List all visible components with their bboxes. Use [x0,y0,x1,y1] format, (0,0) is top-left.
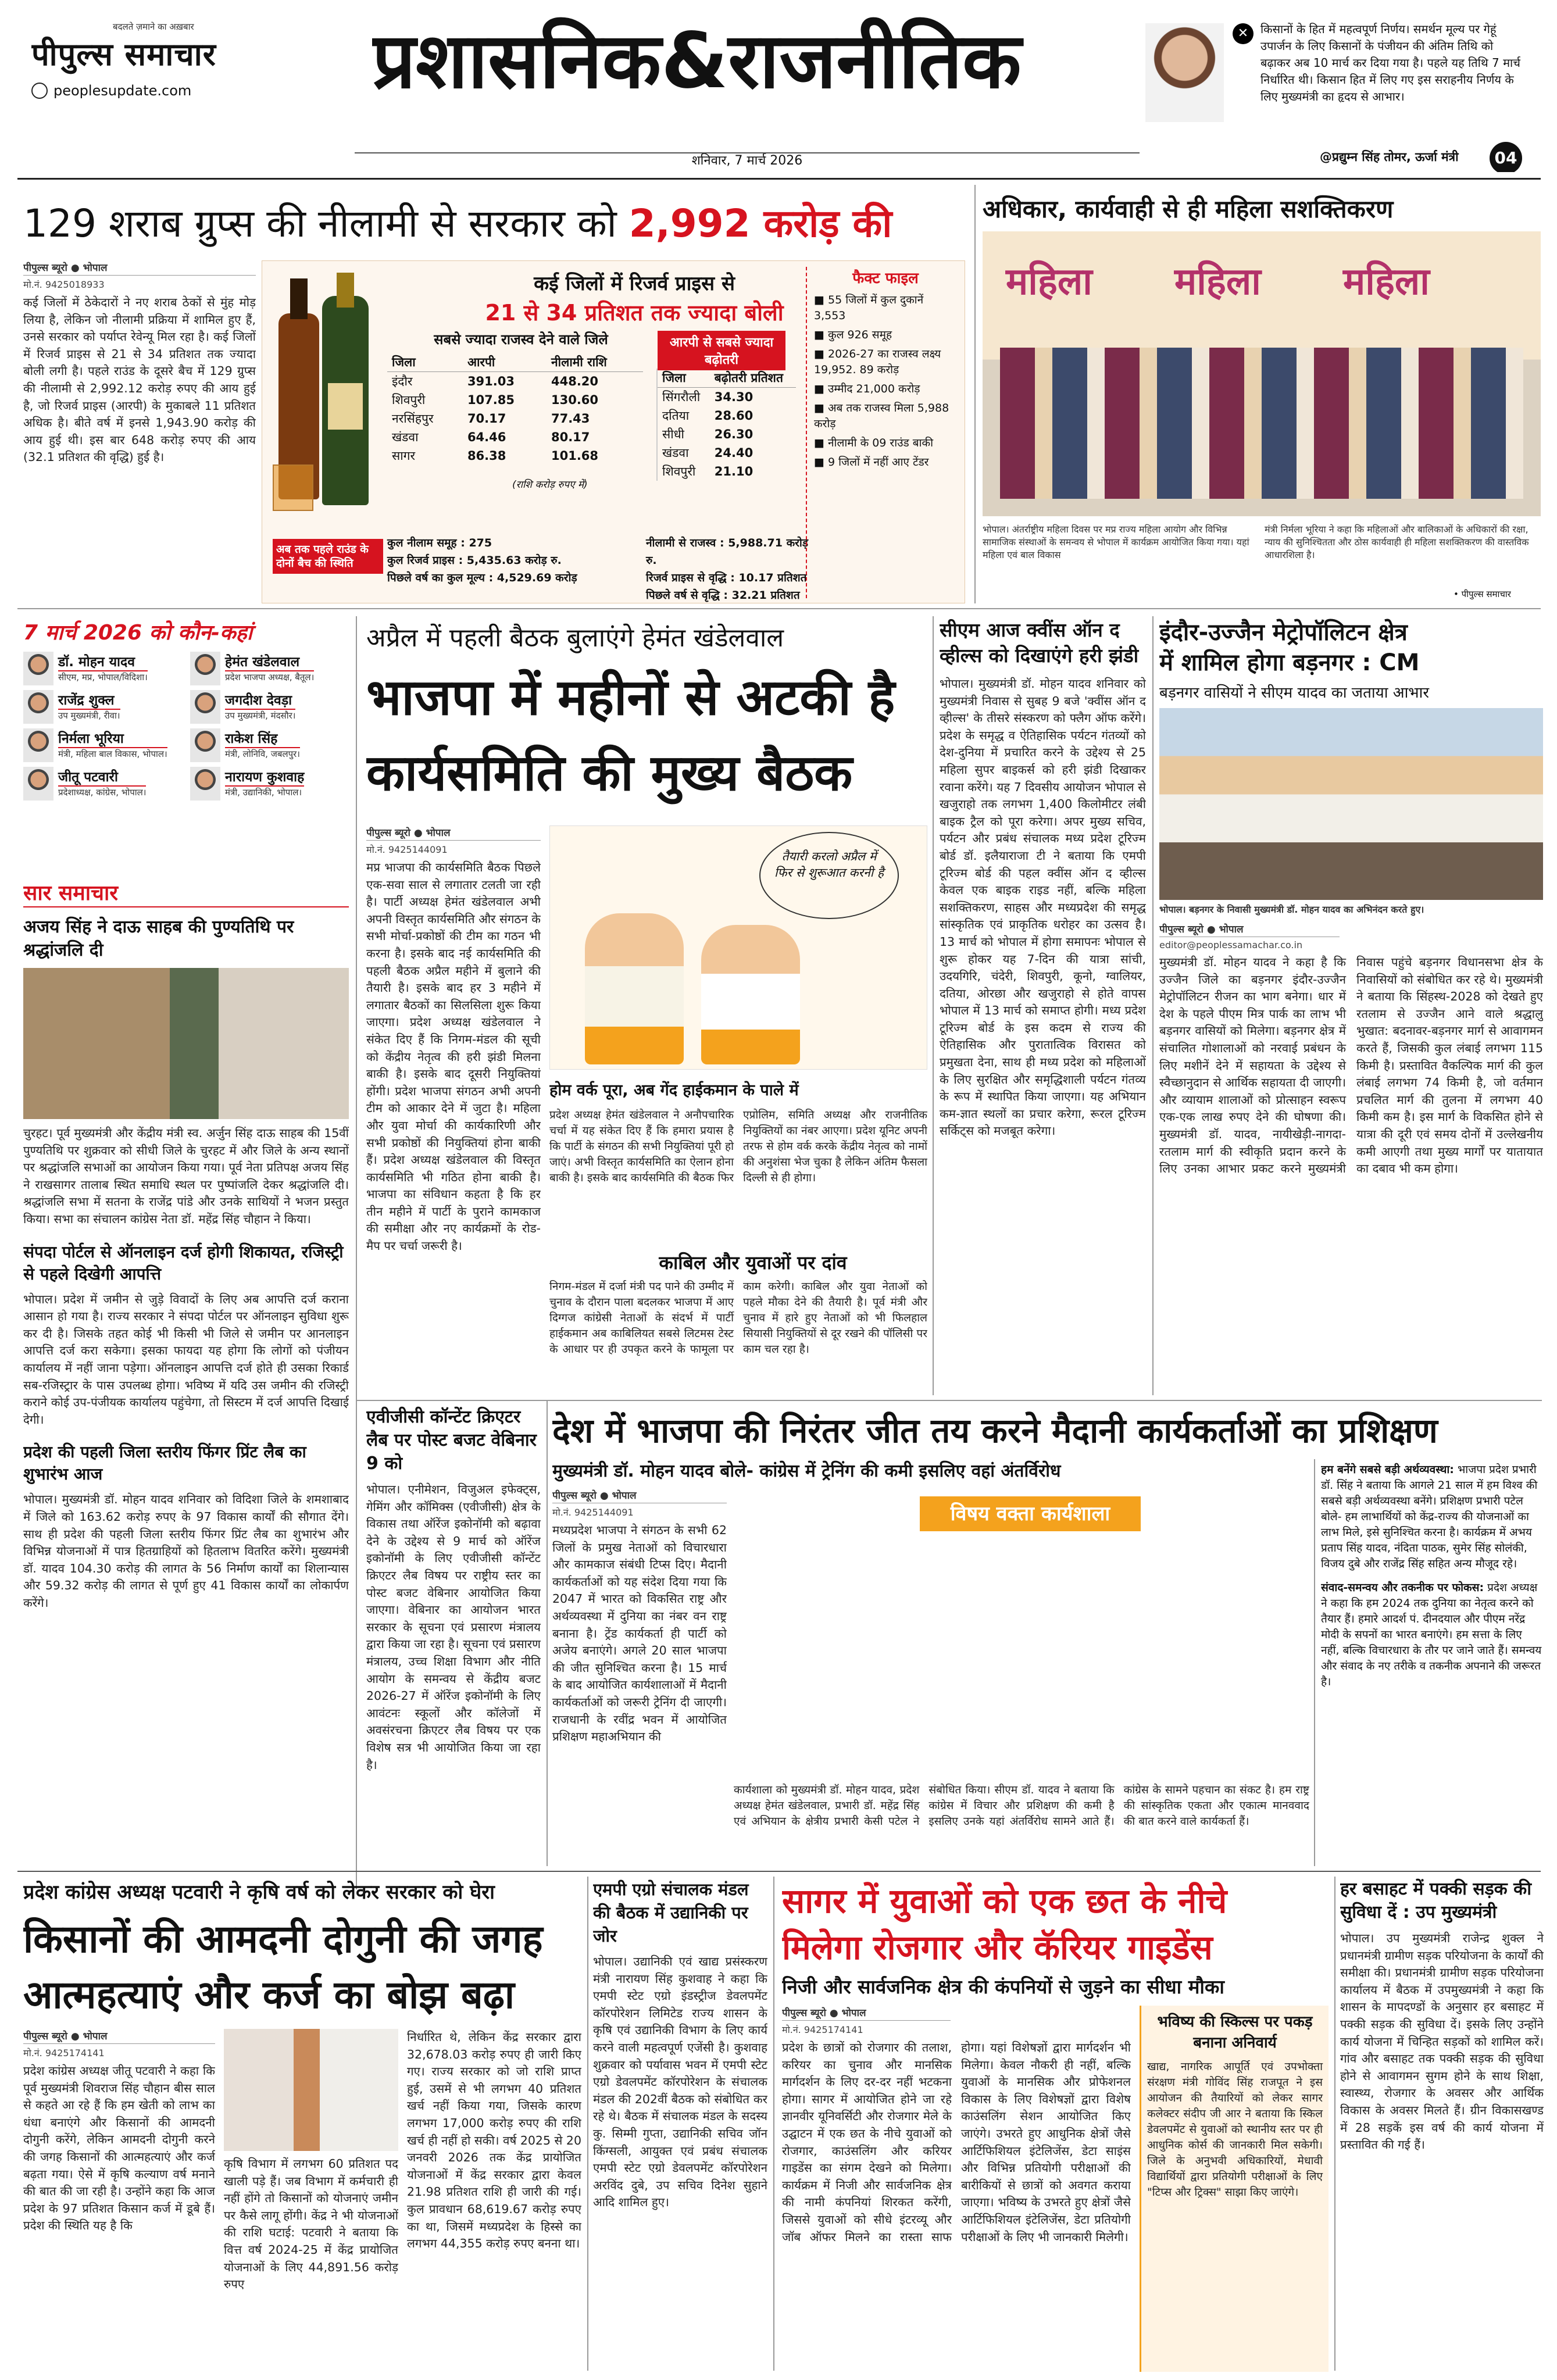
tweet-author: @प्रद्युम्न सिंह तोमर, ऊर्जा मंत्री [1320,150,1459,164]
table-row [387,446,643,465]
liquor-headline: 129 शराब ग्रुप्स की नीलामी से सरकार को 2,992 करोड़ की [23,201,892,246]
person-photo [190,690,220,724]
fact-item: ■ उम्मीद 21,000 करोड़ [814,383,920,395]
congress-kicker: प्रदेश कांग्रेस अध्यक्ष पटवारी ने कृषि वर्ष को लेकर सरकार को घेरा [23,1881,495,1904]
congress-body: प्रदेश कांग्रेस अध्यक्ष जीतू पटवारी ने कहा कि पूर्व मुख्यमंत्री शिवराज सिंह चौहान बीस साल से कहते आ रहे हैं कि हम खेती को लाभ का धंधा बनाएंगे और किसानों की आमदनी दोगुनी करेंगे, लेकिन आमदनी दोगुनी करने की जगह किसानों की आत्महत्याएं और कर्ज बढ़ता गया। ऐसे में कृषि कल्याण वर्ष मनाने की बात की जा रही है। उन्होंने कहा कि आज प्रदेश के 97 प्रतिशत किसान कर्ज में डूबे हैं। प्रदेश की स्थिति यह है कि [23,2064,215,2233]
table-cell: सीधी [662,427,684,441]
road-body: भोपाल। उप मुख्यमंत्री राजेन्द्र शुक्ल ने प्रधानमंत्री ग्रामीण सड़क परियोजना के कार्यों की समीक्षा की। प्रधानमंत्री ग्रामीण सड़क परियोजना कार्यालय में बैठक में उपमुख्यमंत्री ने कहा कि शासन के मापदण्डों के अनुसार हर बसाहट में पक्की सड़क की सुविधा दें। इसके लिए उन्होंने कार्य योजना में चिन्हित सड़कों को शामिल करें। गांव और बसाहट तक पक्की सड़क की सुविधा होने से आवागमन सुगम होने के साथ शिक्षा, स्वास्थ्य, रोजगार के अवसर और आर्थिक विकास के अवसर मिलते हैं। ग्रीन विकासखण्ड में 28 सड़कें इस वर्ष की कार्य योजना में प्रस्तावित की गई हैं। [1340,1931,1544,2152]
schedule-box [23,617,349,862]
table-row [387,391,643,409]
summary-left [387,534,637,587]
event-banner: महिला [1006,260,1092,303]
bjp-headline-2: कार्यसमिति की मुख्य बैठक [366,744,853,802]
women-headline: अधिकार, कार्यवाही से ही महिला सशक्तिकरण [983,195,1394,223]
bjp-body: मप्र भाजपा की कार्यसमिति बैठक पिछले एक-सवा साल से लगातार टलती जा रही है। पार्टी अध्यक्ष हेमंत खंडेलवाल अभी अपनी विस्तृत कार्यसमिति और संगठन के सभी मोर्चा-प्रकोष्ठों की टीम का गठन भी करना है। इसके बाद नई कार्यसमिति की पहली बैठक अप्रैल महीने में बुलाने की तैयारी है। इसके बाद हर 3 महीने में लगातार बैठकों का सिलसिला शुरू किया जाएगा। प्रदेश अध्यक्ष खंडेलवाल ने संकेत दिए हैं कि निगम-मंडल की सूची को केंद्रीय नेतृत्व की हरी झंडी मिलना बाकी है। इसके बाद दूसरी नियुक्तियां होंगी। प्रदेश भाजपा संगठन अभी अपनी टीम को आकार देने में जुटा है। महिला और युवा मोर्चा की कार्यकारिणी और सभी प्रकोष्ठों की नियुक्तियां होना बाकी हैं। प्रदेश अध्यक्ष खंडेलवाल की विस्तृत कार्यसमिति भी गठित होना बाकी है। भाजपा का संविधान कहता है कि हर तीन महीने में पार्टी के पुराने कामकाज की समीक्षा और नए कार्यक्रमों के रोड-मैप पर चर्चा जरूरी है। [366,860,541,1253]
table-header-cell: आरपी [463,353,547,372]
cartoon-bubble: तैयारी करलो अप्रैल में फिर से शुरूआत करनी है [759,832,899,919]
brief-1-photo [23,968,349,1119]
brief-3-headline: प्रदेश की पहली जिला स्तरीय फिंगर प्रिंट लैब का शुभारंभ आज [23,1442,306,1484]
person-photo [23,652,53,685]
table-row [387,372,643,391]
road-headline: हर बसाहट में पक्की सड़क की सुविधा दें : उप मुख्यमंत्री [1340,1879,1531,1922]
schedule-item [190,652,349,685]
table-row [657,444,796,462]
fact-file [806,267,957,598]
training-sub: मुख्यमंत्री डॉ. मोहन यादव बोले- कांग्रेस में ट्रेनिंग की कमी इसलिए वहां अंतर्विरोध [552,1461,1061,1481]
person-name: हेमंत खंडेलवाल [225,652,314,671]
growth-title: आरपी से सबसे ज्यादा बढ़ोतरी [658,331,785,370]
infographic-title: कई जिलों में रिजर्व प्राइस से [534,272,735,295]
fact-item: ■ 2026-27 का राजस्व लक्ष्य 19,952. 89 करोड़ [814,348,941,376]
women-caption-left: भोपाल। अंतर्राष्ट्रीय महिला दिवस पर मप्र राज्य महिला आयोग और विभिन्न सामाजिक संस्थाओं के समन्वय से भोपाल में कार्यक्रम आयोजित किया गया। यहां महिला एवं बाल विकास [983,524,1249,560]
bjp-kicker: अप्रैल में पहली बैठक बुलाएंगे हेमंत खंडेलवाल [366,623,784,653]
fact-item: ■ नीलामी के 09 राउंड बाकी [814,437,934,449]
amount-note: (राशि करोड़ रुपए में) [512,479,588,491]
workshop-banner: विषय वक्ता कार्यशाला [920,1496,1141,1531]
bottles-illustration [273,273,389,517]
x-logo-icon: ✕ [1233,23,1254,44]
kabil-headline: काबिल और युवाओं पर दांव [659,1252,847,1274]
table-cell: 101.68 [551,449,599,463]
homework-body: प्रदेश अध्यक्ष हेमंत खंडेलवाल ने अनौपचारिक चर्चा में यह संकेत दिए हैं कि हमारा प्रयास है कि पार्टी के संगठन की सभी नियुक्तियां पूरी हो जाएं। अभी विस्तृत कार्यसमिति का ऐलान होना बाकी है। इसके बाद कार्यसमिति की बैठक फिर एप्रोलिम, समिति अध्यक्ष और राजनीतिक नियुक्तियों का नंबर आएगा। प्रदेश यूनिट अपनी तरफ से होम वर्क करके केंद्रीय नेतृत्व को नामों की अनुशंसा भेज चुका है लेकिन अंतिम फैसला दिल्ली से ही होगा। [549,1109,927,1184]
queens-article [940,617,1146,1396]
sagar-sub: निजी और सार्वजनिक क्षेत्र की कंपनियों से जुड़ने का सीधा मौका [782,1975,1224,1998]
indore-headline-1: इंदौर-उज्जैन मेट्रोपॉलिटन क्षेत्र [1159,619,1408,646]
person-detail: मंत्री, महिला बाल विकास, भोपाल। [58,749,167,759]
sagar-headline-2: मिलेगा रोजगार और कॅरियर गाइडेंस [782,1928,1213,1967]
summary-line: पिछले वर्ष का कुल मूल्य : 4,529.69 करोड़ [387,571,577,584]
person-name: नारायण कुशवाह [225,767,304,787]
indore-sub: बड़नगर वासियों ने सीएम यादव का जताया आभार [1159,684,1429,702]
table-row [657,406,796,425]
top-districts-table [387,353,643,465]
brief-news [23,878,349,1860]
brief-2-body: भोपाल। प्रदेश में जमीन से जुड़े विवादों के लिए अब आपत्ति दर्ज कराना आसान हो गया है। राज्य सरकार ने संपदा पोर्टल पर ऑनलाइन सुविधा शुरू कर दी है। जिसके तहत कोई भी किसी भी जिले से जमीन पर आनलाइन आपत्ति दर्ज करा सकेगा। इसका फायदा यह होगा कि लोगों को पंजीयन कार्यालय में नहीं जाना पड़ेगा। ऑनलाइन आपत्ति दर्ज होते ही उसका रिकार्ड सब-रजिस्ट्रार के पास उपलब्ध होगा। भविष्य में यदि उस जमीन की रजिस्ट्री कराने कोई उप-पंजीयक कार्यालय पहुंचेगा, तो सिस्टम में दर्ज आपत्ति दिखाई देगी। [23,1292,349,1427]
person-name: जगदीश देवड़ा [225,690,295,710]
batch-status-label: अब तक पहले राउंड के दोनों बैच की स्थिति [273,539,383,574]
avgc-headline: एवीजीसी कॉन्टेंट क्रिएटर लैब पर पोस्ट बजट वेबिनार 9 को [366,1407,537,1474]
training-body: मध्यप्रदेश भाजपा ने संगठन के सभी 62 जिलों के प्रमुख नेताओं को विचारधारा और कामकाज संबंधी टिप्स दिए। मैदानी कार्यकर्ताओं को यह संदेश दिया गया कि 2047 में भारत को विकसित राष्ट्र और अर्थव्यवस्था में दुनिया का नंबर वन राष्ट्र बनाना है। ट्रेंड कार्यकर्ता ही पार्टी को अजेय बनाएंगे। अगले 20 साल भाजपा की जीत सुनिश्चित करना है। 15 मार्च के बाद आयोजित कार्यशालाओं में मैदानी कार्यकर्ताओं को जरूरी ट्रेनिंग दी जाएगी। राजधानी के रवींद्र भवन में आयोजित प्रशिक्षण महाअभियान की [552,1523,727,1744]
minister-photo [1145,23,1224,122]
table-cell: इंदौर [392,374,413,388]
table-cell: 107.85 [467,393,515,407]
indore-headline-2: में शामिल होगा बड़नगर : CM [1159,649,1420,676]
schedule-item [23,690,182,724]
congress-headline-1: किसानों की आमदनी दोगुनी की जगह [23,1917,543,1961]
queens-body: भोपाल। मुख्यमंत्री डॉ. मोहन यादव शनिवार को मुख्यमंत्री निवास से सुबह 9 बजे 'क्वींस ऑन द व्हील्स' के तीसरे संस्करण को फ्लैग ऑफ करेंगे। प्रदेश के समृद्ध व ऐतिहासिक पर्यटन गंतव्यों को देश-दुनिया में प्रचारित करने के उद्देश्य से 25 महिला सुपर बाइकर्स को हरी झंडी दिखाकर रवाना करेंगे। यह 7 दिवसीय आयोजन भोपाल से खजुराहो तक लगभग 1,400 किलोमीटर लंबी बाइक ट्रैल को पूरा करेगा। अपर मुख्य सचिव, पर्यटन और प्रबंध संचालक मध्य प्रदेश टूरिज्म बोर्ड डॉ. इलैयाराजा टी ने बताया कि एमपी टूरिज्म बोर्ड की पहल क्वींस ऑन द व्हील्स केवल एक बाइक राइड नहीं, बल्कि महिला सशक्तिकरण, साहस और मध्यप्रदेश की समृद्ध सांस्कृतिक एवं प्राकृतिक धरोहर का उत्सव है। 13 मार्च को भोपाल में होगा समापनः भोपाल से शुरू होकर यह 7-दिन की यात्रा सांची, उदयगिरि, चंदेरी, शिवपुरी, कूनो, ग्वालियर, दतिया, ओरछा और खजुराहो से होते वापस भोपाल में 13 मार्च को समाप्त होगी। मध्य प्रदेश टूरिज्म बोर्ड के इस कदम से राज्य की ऐतिहासिक और पुरातात्विक विरासत को प्रमुखता देना, साथ ही मध्य प्रदेश को महिलाओं के लिए सुरक्षित और समृद्धिशाली पर्यटन गंतव्य के रूप में स्थापित किया जाएगा। यह अभियान कम-ज्ञात स्थलों का प्रचार करेगा, रूरल टूरिज्म सर्किट्स को मजबूत करेगा। [940,677,1146,1138]
training-article: पीपुल्स ब्यूरो ● भोपाल मो.नं. 9425144091 मध्यप्रदेश भाजपा ने संगठन के सभी 62 जिलों के प्रमुख नेताओं को विचारधारा और कामकाज संबंधी टिप्स दिए। मैदानी कार्यकर्ताओं को यह संदेश दिया गया कि 2047 में भारत को विकसित राष्ट्र और अर्थव्यवस्था में दुनिया का नंबर वन राष्ट्र बनाना है। ट्रेंड कार्यकर्ता ही पार्टी को अजेय बनाएंगे। अगले 20 साल भाजपा की जीत सुनिश्चित करना है। 15 मार्च के बाद आयोजित कार्यशालाओं में मैदानी कार्यकर्ताओं को जरूरी ट्रेनिंग दी जाएगी। राजधानी के रवींद्र भवन में आयोजित प्रशिक्षण महाअभियान की [552,1488,727,1860]
website-link[interactable]: peoplesupdate.com [53,83,192,99]
page-number: 04 [1490,142,1522,172]
table-cell: 77.43 [551,412,590,426]
person-photo [23,690,53,724]
table-cell: 28.60 [714,409,753,423]
table-header-cell: जिला [387,353,463,372]
sagar-article: पीपुल्स ब्यूरो ● भोपाल मो.नं. 9425174141 प्रदेश के छात्रों को रोजगार की तलाश, करियर का चुनाव और मानसिक मार्गदर्शन के लिए दर-दर नहीं भटकना होगा। सागर में आयोजित होने जा रहे ज्ञानवीर यूनिवर्सिटी और रोजगार मेले के उद्घाटन में एक छत के नीचे युवाओं को रोजगार, काउंसलिंग और करियर गाइडेंस का संगम देखने को मिलेगा। कार्यक्रम में निजी और सार्वजनिक क्षेत्र की नामी कंपनियां शिरकत करेंगी, जिससे युवाओं को सीधे इंटरव्यू और जॉब ऑफर मिलने का रास्ता साफ होगा। यहां विशेषज्ञों द्वारा मार्गदर्शन भी मिलेगा। केवल नौकरी ही नहीं, बल्कि युवाओं के मानसिक और प्रोफेशनल विकास के लिए विशेषज्ञों द्वारा विशेष काउंसलिंग सेशन आयोजित किए जाएंगे। उभरते हुए आधुनिक क्षेत्रों जैसे आर्टिफिशियल इंटेलिजेंस, डेटा साइंस और विभिन्न प्रतियोगी परीक्षाओं की बारीकियों से छात्रों को अवगत कराया जाएगा। भविष्य के उभरते हुए क्षेत्रों जैसे आर्टिफिशियल इंटेलिजेंस, डेटा प्रतियोगी परीक्षाओं के लिए भी जानकारी मिलेगी। [782,2006,1131,2372]
person-info [225,652,314,683]
training-photo [734,1488,1309,1779]
person-info [225,690,295,721]
fact-item: ■ 55 जिलों में कुल दुकानें 3,553 [814,294,924,322]
brief-2-headline: संपदा पोर्टल से ऑनलाइन दर्ज होगी शिकायत, रजिस्ट्री से पहले दिखेगी आपत्ति [23,1242,344,1284]
person-name: निर्मला भूरिया [58,728,167,748]
table-cell: खंडवा [662,446,689,460]
table-cell: 130.60 [551,393,599,407]
avgc-body: भोपाल। एनीमेशन, विजुअल इफेक्ट्स, गेमिंग और कॉमिक्स (एवीजीसी) क्षेत्र के विकास तथा ऑरेंज इकोनॉमी को बढ़ावा देने के उद्देश्य से 9 मार्च को ऑरेंज इकोनॉमी के लिए एवीजीसी कॉन्टेंट क्रिएटर लैब विषय पर राष्ट्रीय स्तर का पोस्ट बजट वेबिनार आयोजित किया जाएगा। वेबिनार का आयोजन भारत सरकार के सूचना एवं प्रसारण मंत्रालय द्वारा किया जा रहा है। सूचना एवं प्रसारण मंत्रालय, उच्च शिक्षा विभाग और नीति आयोग के समन्वय से केंद्रीय बजट 2026-27 में ऑरेंज इकोनॉमी के लिए आवंटनः स्कूलों और कॉलेजों में अवसंरचना क्रिएटर लैब विषय पर एक विशेष सत्र भी आयोजित किया जा रहा है। [366,1482,541,1772]
table-cell: 391.03 [467,374,515,388]
indore-article: इंदौर-उज्जैन मेट्रोपॉलिटन क्षेत्र में शामिल होगा बड़नगर : CM बड़नगर वासियों ने सीएम यादव का जताया आभार भोपाल। बड़नगर के निवासी मुख्यमंत्री डॉ. मोहन यादव का अभिनंदन करते हुए। पीपुल्स ब्यूरो ● भोपाल editor@peoplessamachar.co.in मुख्यमंत्री डॉ. मोहन यादव ने कहा है कि उज्जैन जिले का बड़नगर इंदौर-उज्जैन मेट्रोपॉलिटन रीजन का भाग बनेगा। धार में देश के पहले पीएम मित्र पार्क का लाभ भी बड़नगर वासियों को मिलेगा। बड़नगर क्षेत्र में संचालित गोशालाओं को नरवाई प्रबंधन के लिए मशीनें देने में सहायता के उद्देश्य से स्वैच्छानुदान से आर्थिक सहायता दी जाएगी। और व्यायाम शालाओं को प्रोत्साहन स्वरूप एक-एक लाख रुपए देने की घोषणा की। मुख्यमंत्री डॉ. यादव, नायीखेड़ी-नागदा-रतलाम मार्ग की स्वीकृति प्रदान करने के लिए उनका आभार प्रकट करने मुख्यमंत्री निवास पहुंचे बड़नगर विधानसभा क्षेत्र के निवासियों को संबोधित कर रहे थे। मुख्यमंत्री ने बताया कि सिंहस्थ-2028 को देखते हुए रतलाम से उज्जैन आने वाले श्रद्धालु भुखात: बदनावर-बड़नगर मार्ग से आवागमन करते हैं, जिसकी कुल लंबाई लगभग 115 किमी है। प्रस्तावित वैकल्पिक मार्ग की कुल लंबाई लगभग 74 किमी है, जो वर्तमान प्रचलित मार्ग की तुलना में लगभग 40 किमी कम है। इस मार्ग के विकसित होने से यात्रा की दूरी एवं समय दोनों में उल्लेखनीय कमी आएगी तथा मुख्य मार्गों पर यातायात का दबाव भी कम होगा। [1159,617,1543,1396]
person-detail: सीएम, मप्र, भोपाल/विदिशा। [58,672,148,682]
table-cell: सिंगरौली [662,390,701,404]
person-info [225,767,304,798]
skills-box [1140,2006,1329,2372]
person-info [58,652,148,683]
bjp-headline-1: भाजपा में महीनों से अटकी है [366,669,895,727]
skills-headline: भविष्य की स्किल्स पर पकड़ बनाना अनिवार्य [1157,2013,1313,2052]
schedule-item [190,767,349,801]
mpagro-body: भोपाल। उद्यानिकी एवं खाद्य प्रसंस्करण मंत्री नारायण सिंह कुशवाह ने कहा कि एमपी स्टेट एग्रो इंडस्ट्रीज डेवलपमेंट कॉरपोरेशन लिमिटेड राज्य शासन के कृषि एवं उद्यानिकी विभाग के लिए कार्य करने वाली महत्वपूर्ण एजेंसी है। कुशवाह शुक्रवार को पर्यावास भवन में एमपी स्टेट एग्रो डेवलपमेंट कॉरपोरेशन के संचालक मंडल की 202वीं बैठक को संबोधित कर रहे थे। बैठक में संचालक मंडल के सदस्य कु. सिम्मी गुप्ता, उद्यानिकी सचिव जॉन किंग्सली, आयुक्त एवं प्रबंध संचालक एमपी स्टेट एग्रो डेवलपमेंट कॉरपोरेशन अरविंद दुबे, उप सचिव दिनेश सुहाने आदि शामिल हुए। [593,1954,767,2210]
fact-list [814,292,957,470]
table-row [657,462,796,481]
mpagro-headline: एमपी एग्रो संचालक मंडल की बैठक में उद्यानिकी पर जोर [593,1879,749,1946]
brief-1-headline: अजय सिंह ने दाऊ साहब की पुण्यतिथि पर श्रद्धांजलि दी [23,917,294,960]
person-detail: मंत्री, उद्यानिकी, भोपाल। [225,787,302,798]
homework-headline: होम वर्क पूरा, अब गेंद हाईकमान के पाले में [549,1081,799,1099]
schedule-item [23,652,182,685]
top-districts-title: सबसे ज्यादा राजस्व देने वाले जिले [434,331,608,348]
person-photo [190,652,220,685]
table-cell: 64.46 [467,430,506,444]
photo-credit: • पीपुल्स समाचार [1454,589,1511,599]
tweet-box [1145,21,1529,172]
schedule-item [23,728,182,762]
kabil-body: निगम-मंडल में दर्जा मंत्री पद पाने की उम्मीद में चुनाव के दौरान पाला बदलकर भाजपा में आए दिग्गज कांग्रेसी नेताओं के संदर्भ में पार्टी हाईकमान अब काबिलियत सबसे लिटमस टेस्ट के आधार पर ही उपकृत करने के फामूला पर काम करेगी। काबिल और युवा नेताओं को पहले मौका देने की तैयारी है। पूर्व मंत्री और चुनाव में हारे हुए नेताओं को भी फिलहाल सियासी नियुक्तियों से दूर रखने की पॉलिसी पर काम चल रहा है। [549,1280,927,1356]
queens-headline: सीएम आज क्वींस ऑन द व्हील्स को दिखाएंगे हरी झंडी [940,619,1139,667]
women-event-photo: महिला महिला महिला [983,231,1541,516]
person-detail: मंत्री, लोनिवि, जबलपुर। [225,749,300,759]
table-cell: खंडवा [392,430,419,444]
fact-item: ■ अब तक राजस्व मिला 5,988 करोड़ [814,402,949,430]
cartoon [549,826,927,1070]
indore-photo [1159,708,1543,900]
person-detail: उप मुख्यमंत्री, मंदसौर। [225,710,296,721]
tagline: बदलते ज़माने का अख़बार [113,22,194,32]
table-cell: दतिया [662,409,690,423]
schedule-title: 7 मार्च 2026 को कौन-कहां [23,621,253,645]
table-cell: 21.10 [714,464,753,478]
table-header-cell: बढ़ोतरी प्रतिशत [710,369,796,388]
table-cell: 26.30 [714,427,753,441]
summary-line: कुल रिजर्व प्राइस : 5,435.63 करोड़ रु. [387,554,562,567]
person-photo [23,767,53,801]
schedule-item [23,767,182,801]
liquor-article: पीपुल्स ब्यूरो ● भोपाल मो.नं. 9425018933 कई जिलों में ठेकेदारों ने नए शराब ठेकों से मुंह मोड़ लिया है, लेकिन जो नीलामी प्रक्रिया में शामिल हुए हैं, उनसे सरकार को पर्याप्त रेवेन्यू मिल रहा है। कई जिलों में रिजर्व प्राइस से 21 से 34 प्रतिशत तक ज्यादा बोली लगी है। पहले राउंड के दूसरे बैच में 129 ग्रुप्स की नीलामी से 2,992.12 करोड़ रुपए की आय हुई है, जो रिजर्व प्राइस (आरपी) के मुकाबले 11 प्रतिशत अधिक है। बीते वर्ष में इनसे 1,943.90 करोड़ की आय हुई थी। इस बार 648 करोड़ रुपए की आय (32.1 प्रतिशत की वृद्धि) हुई है। [23,260,256,609]
women-caption-right: मंत्री निर्मला भूरिया ने कहा कि महिलाओं और बालिकाओं के अधिकारों की रक्षा, न्याय की सुनिश्चितता और ठोस कार्यवाही ही महिला सशक्तिकरण की वास्तविक आधारशिला है। [1265,524,1529,560]
person-name: राकेश सिंह [225,728,300,748]
brief-3-body: भोपाल। मुख्यमंत्री डॉ. मोहन यादव शनिवार को विदिशा जिले के शमशाबाद में जिले को 163.62 करोड़ रुपए के 97 विकास कार्यों की सौगात देंगे। साथ ही प्रदेश की पहली जिला स्तरीय फिंगर प्रिंट लैब का शुभारंभ और विभिन्न योजनाओं में पात्र हितग्राहियों को हितलाभ वितरित करेंगे। मुख्यमंत्री डॉ. यादव 104.30 करोड़ की लागत के 56 निर्माण कार्यों का शिलान्यास और 59.32 करोड़ की लागत से पूर्ण हुए 41 विकास कार्यों का लोकार्पण करेंगे। [23,1492,349,1610]
tweet-text: किसानों के हित में महत्वपूर्ण निर्णय। समर्थन मूल्य पर गेहूं उपार्जन के लिए किसानों के पंजीयन की अंतिम तिथि को बढ़ाकर अब 10 मार्च कर दिया गया है। पहले यह तिथि 7 मार्च निर्धारित थी। किसान हित में लिए गए इस सराहनीय निर्णय के लिए मुख्यमंत्री का हृदय से आभार। [1260,22,1520,103]
road-article [1340,1878,1544,2372]
training-caption: कार्यशाला को मुख्यमंत्री डॉ. मोहन यादव, प्रदेश अध्यक्ष हेमंत खंडेलवाल, प्रभारी डॉ. महेंद्र सिंह एवं अभियान के क्षेत्रीय प्रभारी केसी पटेल ने संबोधित किया। सीएम डॉ. यादव ने बताया कि कांग्रेस में विचार और प्रशिक्षण की कमी है इसलिए उनके यहां अंतर्विरोध सामने आते हैं। कांग्रेस के सामने पहचान का संकट है। हम राष्ट्र की सांस्कृतिक एकता और एकात्म मानववाद की बात करने वाले कार्यकर्ता हैं। [734,1784,1309,1828]
date-bar [355,152,1140,173]
fact-file-title: फैक्ट फाइल [852,270,919,287]
paper-name[interactable]: पीपुल्स समाचार [31,36,216,73]
person-detail: उप मुख्यमंत्री, रीवा। [58,710,120,721]
indore-caption: भोपाल। बड़नगर के निवासी मुख्यमंत्री डॉ. मोहन यादव का अभिनंदन करते हुए। [1159,904,1424,915]
table-cell: शिवपुरी [662,464,696,478]
person-info [225,728,300,760]
fact-item: ■ कुल 926 समूह [814,328,892,341]
table-cell: 34.30 [714,390,753,404]
liquor-body: कई जिलों में ठेकेदारों ने नए शराब ठेकों से मुंह मोड़ लिया है, लेकिन जो नीलामी प्रक्रिया में शामिल हुए हैं, उनसे सरकार को पर्याप्त रेवेन्यू मिल रहा है। कई जिलों में रिजर्व प्राइस से 21 से 34 प्रतिशत तक ज्यादा बोली लगी है। पहले राउंड के दूसरे बैच में 129 ग्रुप्स की नीलामी से 2,992.12 करोड़ रुपए की आय हुई है, जो रिजर्व प्राइस (आरपी) के मुकाबले 11 प्रतिशत अधिक है। बीते वर्ष में इनसे 1,943.90 करोड़ की आय हुई थी। इस बार 648 करोड़ रुपए की आय (32.1 प्रतिशत की वृद्धि) हुई है। [23,295,256,464]
congress-body-3: निर्धारित थे, लेकिन केंद्र सरकार द्वारा 32,678.03 करोड़ रुपए ही जारी किए गए। राज्य सरकार को जो राशि प्राप्त हुई, उसमें से भी लगभग 40 प्रतिशत खर्च नहीं किया गया, जिसके कारण लगभग 17,000 करोड़ रुपए की राशि खर्च ही नहीं हो सकी। वर्ष 2025 से 20 जनवरी 2026 तक केंद्र प्रायोजित योजनाओं में केंद्र सरकार द्वारा केवल 21.98 प्रतिशत राशि ही जारी की गई। कुल प्रावधान 68,619.67 करोड़ रुपए का था, जिसमें मध्यप्रदेश के हिस्से का लगभग 44,355 करोड़ रुपए बनना था। [407,2030,581,2251]
person-name: जीतू पटवारी [58,767,146,787]
table-cell: नरसिंहपुर [392,412,434,426]
table-cell: सागर [392,449,416,463]
table-cell: 448.20 [551,374,599,388]
issue-date: शनिवार, 7 मार्च 2026 [684,153,811,168]
growth-table [656,369,796,481]
person-info [58,690,120,721]
person-photo [23,728,53,762]
table-header-cell: जिला [657,369,710,388]
table-row [387,409,643,428]
liquor-infographic [262,260,965,603]
brief-1-body: चुरहट। पूर्व मुख्यमंत्री और केंद्रीय मंत्री स्व. अर्जुन सिंह दाऊ साहब की 15वीं पुण्यतिथि पर शुक्रवार को सीधी जिले के चुरहट में और जिले के अन्य स्थानों पर श्रद्धांजलि सभाओं का आयोजन किया गया। पूर्व नेता प्रतिपक्ष अजय सिंह ने राखसागर तालाब स्थित समाधि स्थल पर पुष्पांजलि देकर श्रद्धांजलि दी। श्रद्धांजलि सभा में सतना के राजेंद्र पांडे और उनके साथियों ने भजन प्रस्तुत किया। सभा का संचालन कांग्रेस नेता डॉ. महेंद्र सिंह चौहान ने किया। [23,1126,349,1226]
table-row [657,425,796,444]
globe-icon [31,83,48,99]
person-photo [190,767,220,801]
person-name: डॉ. मोहन यादव [58,652,148,671]
congress-body-2: कृषि विभाग में लगभग 60 प्रतिशत पद खाली पड़े हैं। जब विभाग में कर्मचारी ही नहीं होंगे तो किसानों को योजनाएं जमीन पर कैसे लागू होंगी। केंद्र ने भी योजनाओं की राशि घटाई: पटवारी ने बताया कि वित्त वर्ष 2024-25 में केंद्र प्रायोजित योजनाओं के लिए 44,891.56 करोड़ रुपए [224,2157,398,2292]
summary-line: कुल नीलाम समूह : 275 [387,537,492,549]
schedule-item [190,728,349,762]
training-sidebar: हम बनेंगे सबसे बड़ी अर्थव्यवस्था: भाजपा प्रदेश प्रभारी डॉ. सिंह ने बताया कि आगले 21 साल में हम विश्व की सबसे बड़ी अर्थव्यवस्था बनेंगे। प्रशिक्षण प्रभारी पटेल बोले- हम लाभार्थियों को केंद्र-राज्य की योजनाओं का लाभ मिले, इसे सुनिश्चित करना है। कार्यक्रम में अभय प्रताप सिंह यादव, नंदिता पाठक, सुमेर सिंह सोलंकी, विजय दुबे और राजेंद्र सिंह सहित अन्य मौजूद रहे। संवाद-समन्वय और तकनीक पर फोकस: प्रदेश अध्यक्ष ने कहा कि हम 2024 तक दुनिया का नेतृत्व करने को तैयार हैं। हमारे आदर्श पं. दीनदयाल और पीएम नरेंद्र मोदी के सपनों का भारत बनाएंगे। हम सत्ता के लिए नहीं, बल्कि विचारधारा के तौर पर जाने जाते हैं। समन्वय और संवाद के नए तरीके व तकनीक अपनाने की जरूरत है। [1321,1463,1542,1688]
sagar-body: प्रदेश के छात्रों को रोजगार की तलाश, करियर का चुनाव और मानसिक मार्गदर्शन के लिए दर-दर नहीं भटकना होगा। सागर में आयोजित होने जा रहे ज्ञानवीर यूनिवर्सिटी और रोजगार मेले के उद्घाटन में एक छत के नीचे युवाओं को रोजगार, काउंसलिंग और करियर गाइडेंस का संगम देखने को मिलेगा। कार्यक्रम में निजी और सार्वजनिक क्षेत्र की नामी कंपनियां शिरकत करेंगी, जिससे युवाओं को सीधे इंटरव्यू और जॉब ऑफर मिलने का रास्ता साफ होगा। यहां विशेषज्ञों द्वारा मार्गदर्शन भी मिलेगा। केवल नौकरी ही नहीं, बल्कि युवाओं के मानसिक और प्रोफेशनल विकास के लिए विशेषज्ञों द्वारा विशेष काउंसलिंग सेशन आयोजित किए जाएंगे। उभरते हुए आधुनिक क्षेत्रों जैसे आर्टिफिशियल इंटेलिजेंस, डेटा साइंस और विभिन्न प्रतियोगी परीक्षाओं की बारीकियों से छात्रों को अवगत कराया जाएगा। भविष्य के उभरते हुए क्षेत्रों जैसे आर्टिफिशियल इंटेलिजेंस, डेटा प्रतियोगी परीक्षाओं के लिए भी जानकारी मिलेगी। [782,2040,1131,2244]
masthead-logo [31,21,357,160]
person-detail: प्रदेश भाजपा अध्यक्ष, बैतूल। [225,672,315,682]
table-cell: 70.17 [467,412,506,426]
schedule-grid [23,652,349,801]
table-cell: 80.17 [551,430,590,444]
training-headline: देश में भाजपा की निरंतर जीत तय करने मैदानी कार्यकर्ताओं का प्रशिक्षण [552,1411,1438,1450]
fact-item: ■ 9 जिलों में नहीं आए टेंडर [814,456,929,469]
congress-article: पीपुल्स ब्यूरो ● भोपाल मो.नं. 9425174141 प्रदेश कांग्रेस अध्यक्ष जीतू पटवारी ने कहा कि पूर्व मुख्यमंत्री शिवराज सिंह चौहान बीस साल से कहते आ रहे हैं कि हम खेती को लाभ का धंधा बनाएंगे और किसानों की आमदनी दोगुनी करेंगे, लेकिन आमदनी दोगुनी करने की जगह किसानों की आत्महत्याएं और कर्ज बढ़ता गया। ऐसे में कृषि कल्याण वर्ष मनाने की बात की जा रही है। उन्होंने कहा कि आज प्रदेश के 97 प्रतिशत किसान कर्ज में डूबे हैं। प्रदेश की स्थिति यह है कि [23,2029,215,2372]
person-info [58,767,146,798]
summary-line: रिजर्व प्राइस से वृद्धि : 10.17 प्रतिशत [646,571,807,584]
section-title: प्रशासनिक&राजनीतिक [372,16,1022,106]
person-name: राजेंद्र शुक्ल [58,690,120,710]
table-cell: शिवपुरी [392,393,426,407]
person-photo [190,728,220,762]
bjp-article: पीपुल्स ब्यूरो ● भोपाल मो.नं. 9425144091 मप्र भाजपा की कार्यसमिति बैठक पिछले एक-सवा साल से लगातार टलती जा रही है। पार्टी अध्यक्ष हेमंत खंडेलवाल अभी अपनी विस्तृत कार्यसमिति और संगठन के सभी मोर्चा-प्रकोष्ठों की टीम का गठन भी करना है। इसके बाद नई कार्यसमिति की पहली बैठक अप्रैल महीने में बुलाने की तैयारी है। इसके बाद हर 3 महीने में लगातार बैठकों का सिलसिला शुरू किया जाएगा। प्रदेश अध्यक्ष खंडेलवाल ने संकेत दिए हैं कि निगम-मंडल की सूची को केंद्रीय नेतृत्व की हरी झंडी मिलना बाकी है। इसके बाद दूसरी नियुक्तियां होंगी। प्रदेश भाजपा संगठन अभी अपनी टीम को आकार देने में जुटा है। महिला और युवा मोर्चा की कार्यकारिणी और सभी प्रकोष्ठों की नियुक्तियां होना बाकी हैं। प्रदेश अध्यक्ष खंडेलवाल की विस्तृत कार्यसमिति भी गठित होना बाकी है। भाजपा का संविधान कहता है कि हर तीन महीने में पार्टी के पुराने कामकाज की समीक्षा और नए कार्यक्रमों के रोड-मैप पर चर्चा जरूरी है। [366,826,541,1395]
table-cell: 24.40 [714,446,753,460]
congress-headline-2: आत्महत्याएं और कर्ज का बोझ बढ़ा [23,1972,515,2017]
person-detail: प्रदेशाध्यक्ष, कांग्रेस, भोपाल। [58,787,147,798]
avgc-article [366,1406,541,1871]
indore-body: मुख्यमंत्री डॉ. मोहन यादव ने कहा है कि उज्जैन जिले का बड़नगर इंदौर-उज्जैन मेट्रोपॉलिटन रीजन का भाग बनेगा। धार में देश के पहले पीएम मित्र पार्क का लाभ भी बड़नगर वासियों को मिलेगा। बड़नगर क्षेत्र में संचालित गोशालाओं को नरवाई प्रबंधन के लिए मशीनें देने में सहायता के उद्देश्य से स्वैच्छानुदान से आर्थिक सहायता दी जाएगी। और व्यायाम शालाओं को प्रोत्साहन स्वरूप एक-एक लाख रुपए देने की घोषणा की। मुख्यमंत्री डॉ. यादव, नायीखेड़ी-नागदा-रतलाम मार्ग की स्वीकृति प्रदान करने के लिए उनका आभार प्रकट करने मुख्यमंत्री निवास पहुंचे बड़नगर विधानसभा क्षेत्र के निवासियों को संबोधित कर रहे थे। मुख्यमंत्री ने बताया कि सिंहस्थ-2028 को देखते हुए रतलाम से उज्जैन आने वाले श्रद्धालु भुखात: बदनावर-बड़नगर मार्ग से आवागमन करते हैं, जिसकी कुल लंबाई लगभग 115 किमी है। प्रस्तावित वैकल्पिक मार्ग की कुल लंबाई लगभग 74 किमी है, जो वर्तमान प्रचलित मार्ग की तुलना में लगभग 40 किमी कम है। इस मार्ग के विकसित होने से यात्रा की दूरी एवं समय दोनों में उल्लेखनीय कमी आएगी तथा मुख्य मार्गों पर यातायात का दबाव भी कम होगा। [1159,955,1543,1176]
summary-line: नीलामी से राजस्व : 5,988.71 करोड़ रु. [646,537,809,567]
table-row [657,388,796,407]
skills-body: खाद्य, नागरिक आपूर्ति एवं उपभोक्ता संरक्षण मंत्री गोविंद सिंह राजपूत ने इस आयोजन की तैयारियों को लेकर सागर कलेक्टर संदीप जी आर ने बताया कि स्किल डेवलपमेंट से युवाओं को स्थानीय स्तर पर ही आधुनिक कोर्स की जानकारी मिल सकेगी। जिले के अनुभवी अधिकारियों, मेधावी विद्यार्थियों द्वारा प्रतियोगी परीक्षाओं के लिए "टिप्स और ट्रिक्स" साझा किए जाएंगे। [1147,2060,1323,2199]
table-cell: 86.38 [467,449,506,463]
person-info [58,728,167,760]
schedule-item [190,690,349,724]
summary-line: पिछले वर्ष से वृद्धि : 32.21 प्रतिशत [646,589,800,602]
infographic-subtitle: 21 से 34 प्रतिशत तक ज्यादा बोली [485,300,784,326]
brief-title: सार समाचार [23,878,349,907]
sagar-headline-1: सागर में युवाओं को एक छत के नीचे [782,1881,1227,1921]
mpagro-article [593,1878,767,2372]
congress-photo [224,2029,398,2151]
table-header-cell: नीलामी राशि [547,353,643,372]
table-row [387,428,643,446]
summary-right [646,534,820,603]
